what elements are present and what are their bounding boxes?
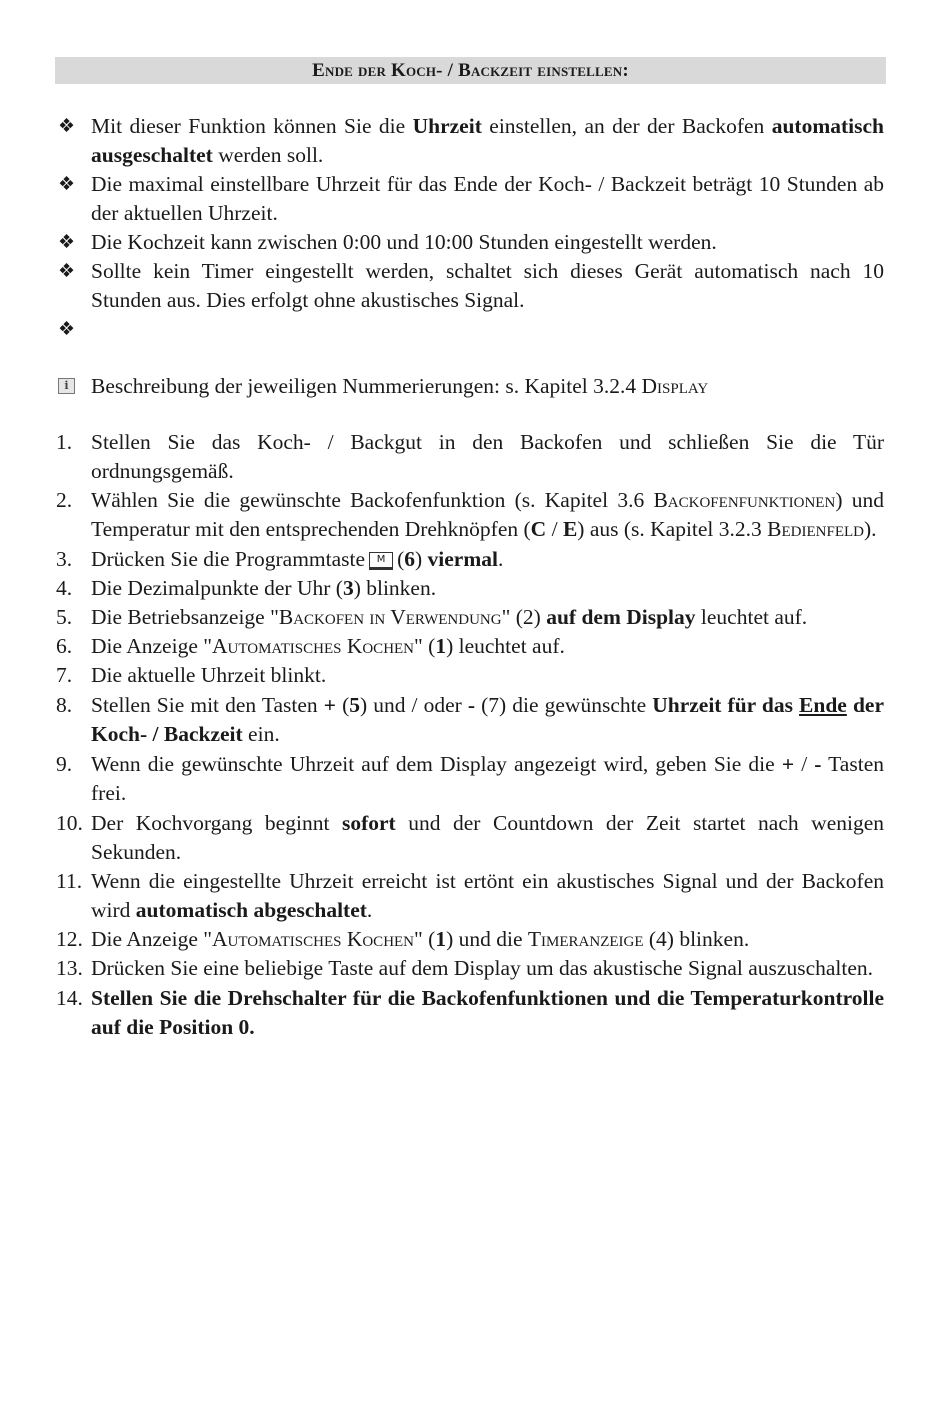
- section-heading: Ende der Koch- / Backzeit einstellen:: [55, 57, 886, 84]
- bullet-item-empty: [56, 315, 884, 344]
- diamond-bullet-icon: ❖: [58, 319, 76, 340]
- step-item: 14. Stellen Sie die Drehschalter für die Backofenfunktionen und die Temperaturkontrolle auf die Position 0.: [56, 986, 884, 1039]
- diamond-bullet-icon: ❖: [58, 116, 76, 137]
- info-note: i Beschreibung der jeweiligen Nummerierungen: s. Kapitel 3.2.4 Display: [56, 372, 884, 401]
- bullet-item: ❖ Die Kochzeit kann zwischen 0:00 und 10:00 Stunden eingestellt werden.: [56, 228, 884, 257]
- step-number: 2.: [56, 488, 73, 512]
- step-number: 10.: [56, 811, 83, 835]
- step-number: 9.: [56, 752, 73, 776]
- step-item: 7. Die aktuelle Uhrzeit blinkt.: [56, 661, 884, 690]
- step-number: 7.: [56, 663, 73, 687]
- step-number: 4.: [56, 576, 73, 600]
- bullet-item: ❖ Die maximal einstellbare Uhrzeit für das Ende der Koch- / Backzeit beträgt 10 Stunden ab der aktuellen Uhrzeit.: [58, 172, 884, 225]
- step-number: 11.: [56, 869, 83, 893]
- step-item: 2. Wählen Sie die gewünschte Backofenfunktion (s. Kapitel 3.6 Backofenfunktionen) und Temperatur mit den entsprechenden Drehknöpfen (C / E) aus (s. Kapitel 3.2.3 Bedienfeld).: [56, 488, 884, 541]
- diamond-bullet-icon: ❖: [58, 232, 76, 253]
- step-item: 10. Der Kochvorgang beginnt sofort und der Countdown der Zeit startet nach wenigen Sekunden.: [56, 811, 884, 864]
- step-item: 4. Die Dezimalpunkte der Uhr (3) blinken.: [56, 574, 884, 603]
- step-number: 14.: [56, 986, 83, 1010]
- step-number: 6.: [56, 634, 73, 658]
- instruction-page: [56, 112, 884, 1042]
- step-number: 12.: [56, 927, 83, 951]
- step-number: 13.: [56, 956, 83, 980]
- bullet-item: ❖ Sollte kein Timer eingestellt werden, schaltet sich dieses Gerät automatisch nach 10 Stunden aus. Dies erfolgt ohne akustisches Signal.: [58, 259, 884, 312]
- info-icon: i: [58, 378, 75, 394]
- step-item: 12. Die Anzeige "Automatisches Kochen" (1) und die Timeranzeige (4) blinken.: [56, 925, 884, 954]
- step-item: 11. Wenn die eingestellte Uhrzeit erreicht ist ertönt ein akustisches Signal und der Backofen wird automatisch abgeschaltet.: [56, 869, 884, 922]
- step-item: 3. Drücken Sie die Programmtaste M (6) viermal.: [56, 545, 884, 574]
- step-number: 8.: [56, 693, 73, 717]
- diamond-bullet-icon: ❖: [58, 174, 76, 195]
- program-key-icon: M: [369, 552, 393, 570]
- step-item: 9. Wenn die gewünschte Uhrzeit auf dem Display angezeigt wird, geben Sie die + / - Tasten frei.: [56, 752, 884, 805]
- step-list: [56, 428, 884, 1042]
- step-item: 13. Drücken Sie eine beliebige Taste auf dem Display um das akustische Signal auszuschalten.: [56, 954, 884, 983]
- step-item: 1. Stellen Sie das Koch- / Backgut in den Backofen und schließen Sie die Tür ordnungsgemäß.: [56, 430, 884, 483]
- step-item: 6. Die Anzeige "Automatisches Kochen" (1) leuchtet auf.: [56, 632, 884, 661]
- step-number: 3.: [56, 547, 73, 571]
- bullet-item: ❖ Mit dieser Funktion können Sie die Uhrzeit einstellen, an der der Backofen automatisch ausgeschaltet werden soll.: [58, 114, 884, 167]
- step-item: 8. Stellen Sie mit den Tasten + (5) und / oder - (7) die gewünschte Uhrzeit für das Ende der Koch- / Backzeit ein.: [56, 693, 884, 746]
- step-number: 5.: [56, 605, 73, 629]
- diamond-bullet-icon: ❖: [58, 261, 76, 282]
- step-item: 5. Die Betriebsanzeige "Backofen in Verwendung" (2) auf dem Display leuchtet auf.: [56, 603, 884, 632]
- step-number: 1.: [56, 430, 73, 454]
